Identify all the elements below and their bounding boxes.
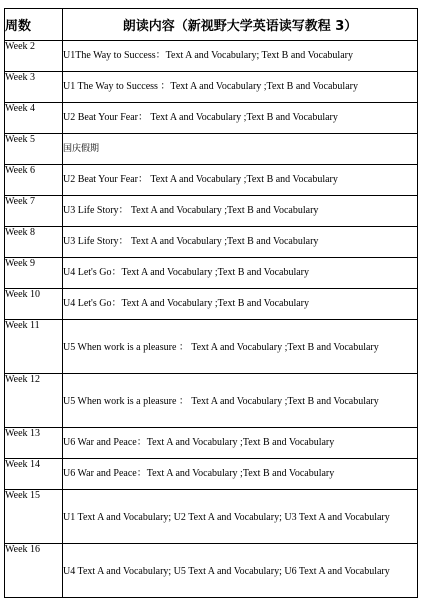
reading-content-cell: U2 Beat Your Fear： Text A and Vocabulary ;Text B and Vocabulary — [63, 103, 418, 134]
reading-content-cell: U4 Let's Go：Text A and Vocabulary ;Text B and Vocabulary — [63, 258, 418, 289]
week-cell: Week 15 — [5, 490, 63, 544]
week-cell: Week 7 — [5, 196, 63, 227]
reading-schedule-page — [4, 8, 421, 598]
table-row — [5, 41, 418, 72]
reading-content-cell: U6 War and Peace：Text A and Vocabulary ;Text B and Vocabulary — [63, 428, 418, 459]
week-cell: Week 12 — [5, 374, 63, 428]
table-row — [5, 459, 418, 490]
week-cell: Week 9 — [5, 258, 63, 289]
reading-content-cell: U1The Way to Success：Text A and Vocabulary; Text B and Vocabulary — [63, 41, 418, 72]
table-row — [5, 320, 418, 374]
week-cell: Week 13 — [5, 428, 63, 459]
reading-content-cell: 国庆假期 — [63, 134, 418, 165]
reading-content-cell: U3 Life Story： Text A and Vocabulary ;Text B and Vocabulary — [63, 196, 418, 227]
table-row — [5, 72, 418, 103]
reading-content-cell: U1 Text A and Vocabulary; U2 Text A and Vocabulary; U3 Text A and Vocabulary — [63, 490, 418, 544]
table-row — [5, 196, 418, 227]
table-header-row — [5, 9, 418, 41]
reading-content-cell: U6 War and Peace：Text A and Vocabulary ;Text B and Vocabulary — [63, 459, 418, 490]
week-cell: Week 2 — [5, 41, 63, 72]
week-column-header: 周数 — [5, 9, 63, 41]
table-row — [5, 103, 418, 134]
week-cell: Week 11 — [5, 320, 63, 374]
table-row — [5, 289, 418, 320]
table-row — [5, 544, 418, 598]
table-row — [5, 134, 418, 165]
reading-content-cell: U2 Beat Your Fear： Text A and Vocabulary ;Text B and Vocabulary — [63, 165, 418, 196]
reading-content-cell: U4 Let's Go：Text A and Vocabulary ;Text B and Vocabulary — [63, 289, 418, 320]
week-cell: Week 6 — [5, 165, 63, 196]
table-row — [5, 227, 418, 258]
reading-content-cell: U5 When work is a pleasure ： Text A and Vocabulary ;Text B and Vocabulary — [63, 374, 418, 428]
week-cell: Week 8 — [5, 227, 63, 258]
table-row — [5, 374, 418, 428]
reading-content-cell: U1 The Way to Success ：Text A and Vocabulary ;Text B and Vocabulary — [63, 72, 418, 103]
reading-content-cell: U5 When work is a pleasure ： Text A and Vocabulary ;Text B and Vocabulary — [63, 320, 418, 374]
table-row — [5, 165, 418, 196]
table-row — [5, 258, 418, 289]
reading-content-cell: U3 Life Story： Text A and Vocabulary ;Text B and Vocabulary — [63, 227, 418, 258]
week-cell: Week 5 — [5, 134, 63, 165]
week-cell: Week 10 — [5, 289, 63, 320]
reading-schedule-table — [4, 8, 418, 598]
content-column-header: 朗读内容（新视野大学英语读写教程 3） — [63, 9, 418, 41]
week-cell: Week 14 — [5, 459, 63, 490]
reading-content-cell: U4 Text A and Vocabulary; U5 Text A and Vocabulary; U6 Text A and Vocabulary — [63, 544, 418, 598]
week-cell: Week 16 — [5, 544, 63, 598]
week-cell: Week 3 — [5, 72, 63, 103]
week-cell: Week 4 — [5, 103, 63, 134]
table-row — [5, 490, 418, 544]
table-row — [5, 428, 418, 459]
